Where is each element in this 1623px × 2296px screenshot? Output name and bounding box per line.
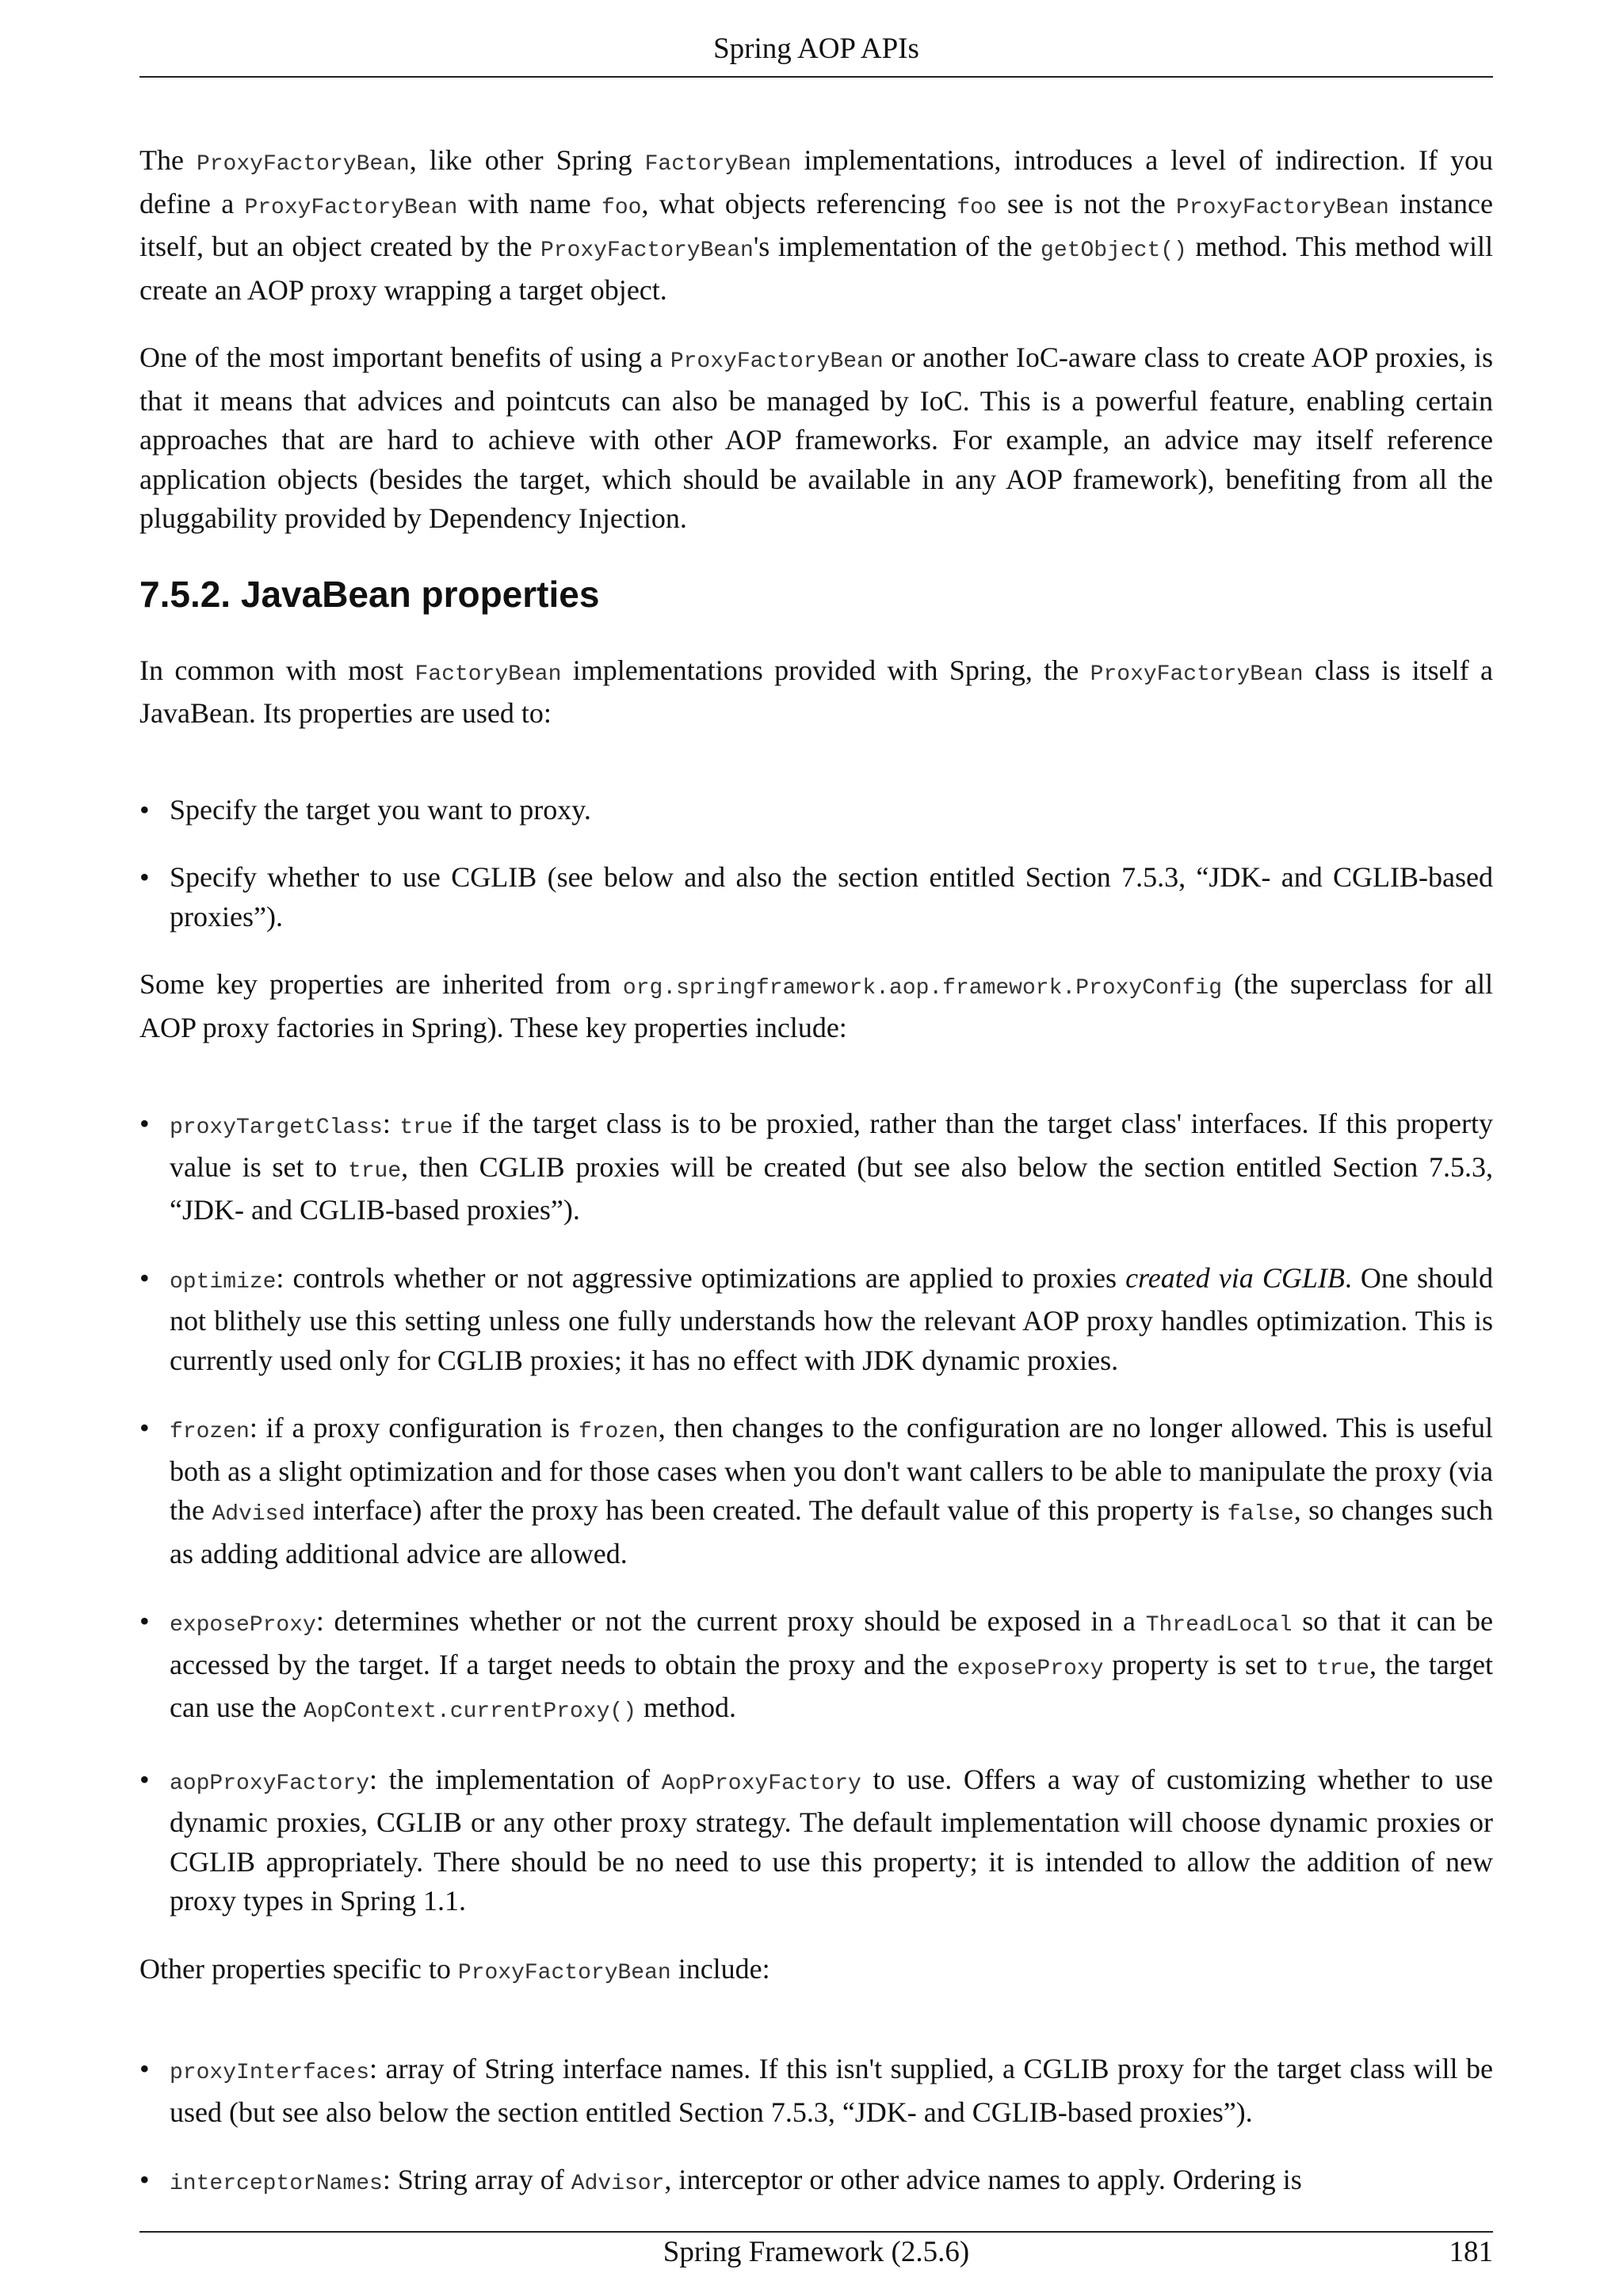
page-number: 181: [1449, 2236, 1493, 2268]
page-content: [139, 141, 1493, 2233]
document-page: [139, 0, 1493, 2296]
list-key-properties: [139, 1104, 1493, 1921]
list-item: • Specify whether to use CGLIB (see below and also the section entitled Section 7.5.3, “JDK- and CGLIB-based proxies”).: [139, 861, 1493, 933]
paragraph-key-properties: Some key properties are inherited from org.springframework.aop.framework.ProxyConfig (the superclass for all AOP proxy factories in Spring). These key properties include:: [139, 968, 1493, 1043]
list-item-exposeproxy: • exposeProxy: determines whether or not the current proxy should be exposed in a ThreadLocal so that it can be accessed by the target. If a target needs to obtain the proxy and the exposeProxy property is set to true, the target can use the AopContext.currentProxy() method.: [139, 1605, 1494, 1724]
list-item-interceptornames: • interceptorNames: String array of Advisor, interceptor or other advice names to apply. Ordering is: [139, 2164, 1302, 2196]
header-rule: [139, 76, 1493, 78]
footer-title: Spring Framework (2.5.6): [663, 2236, 970, 2268]
paragraph-proxyfactorybean-indirection: The ProxyFactoryBean, like other Spring FactoryBean implementations, introduces a level of indirection. If you define a ProxyFactoryBean with name foo, what objects referencing foo see is not the ProxyFactoryBean instance itself, but an object created by the ProxyFactoryBean's implementation of the getObject() method. This method will create an AOP proxy wrapping a target object.: [139, 144, 1493, 306]
list-item-aopproxyfactory: • aopProxyFactory: the implementation of AopProxyFactory to use. Offers a way of customizing whether to use dynamic proxies, CGLIB or any other proxy strategy. The default implementation will choose dynamic proxies or CGLIB appropriately. There should be no need to use this property; it is intended to allow the addition of new proxy types in Spring 1.1.: [139, 1763, 1493, 1917]
list-item-proxytargetclass: • proxyTargetClass: true if the target class is to be proxied, rather than the target class' interfaces. If this property value is set to true, then CGLIB proxies will be created (but see also below the section entitled Section 7.5.3, “JDK- and CGLIB-based proxies”).: [139, 1108, 1494, 1226]
section-heading: 7.5.2. JavaBean properties: [139, 573, 600, 615]
list-item-proxyinterfaces: • proxyInterfaces: array of String interface names. If this isn't supplied, a CGLIB proxy for the target class will be used (but see also below the section entitled Section 7.5.3, “JDK- and CGLIB-based proxies”).: [139, 2053, 1493, 2128]
list-item: • Specify the target you want to proxy.: [139, 793, 591, 826]
list-item-frozen: • frozen: if a proxy configuration is frozen, then changes to the configuration are no longer allowed. This is useful both as a slight optimization and for those cases when you don't want callers to be able to manipulate the proxy (via the Advised interface) after the proxy has been created. The default value of this property is false, so changes such as adding additional advice are allowed.: [139, 1412, 1493, 1569]
list-item-optimize: • optimize: controls whether or not aggressive optimizations are applied to proxies created via CGLIB. One should not blithely use this setting unless one fully understands how the relevant AOP proxy handles optimization. This is currently used only for CGLIB proxies; it has no effect with JDK dynamic proxies.: [139, 1261, 1493, 1376]
list-other-properties: [139, 2050, 1493, 2204]
running-header: Spring AOP APIs: [713, 32, 919, 65]
list-properties-used-to: [139, 791, 1493, 937]
paragraph-benefits: One of the most important benefits of using a ProxyFactoryBean or another IoC-aware class to create AOP proxies, is that it means that advices and pointcuts can also be managed by IoC. This is a powerful feature, enabling certain approaches that are hard to achieve with other AOP frameworks. For example, an advice may itself reference application objects (besides the target, which should be available in any AOP framework), benefiting from all the pluggability provided by Dependency Injection.: [139, 341, 1494, 534]
paragraph-javabean-intro: In common with most FactoryBean implementations provided with Spring, the ProxyFactoryBean class is itself a JavaBean. Its properties are used to:: [139, 654, 1494, 729]
paragraph-other-properties: Other properties specific to ProxyFactoryBean include:: [139, 1952, 770, 1985]
